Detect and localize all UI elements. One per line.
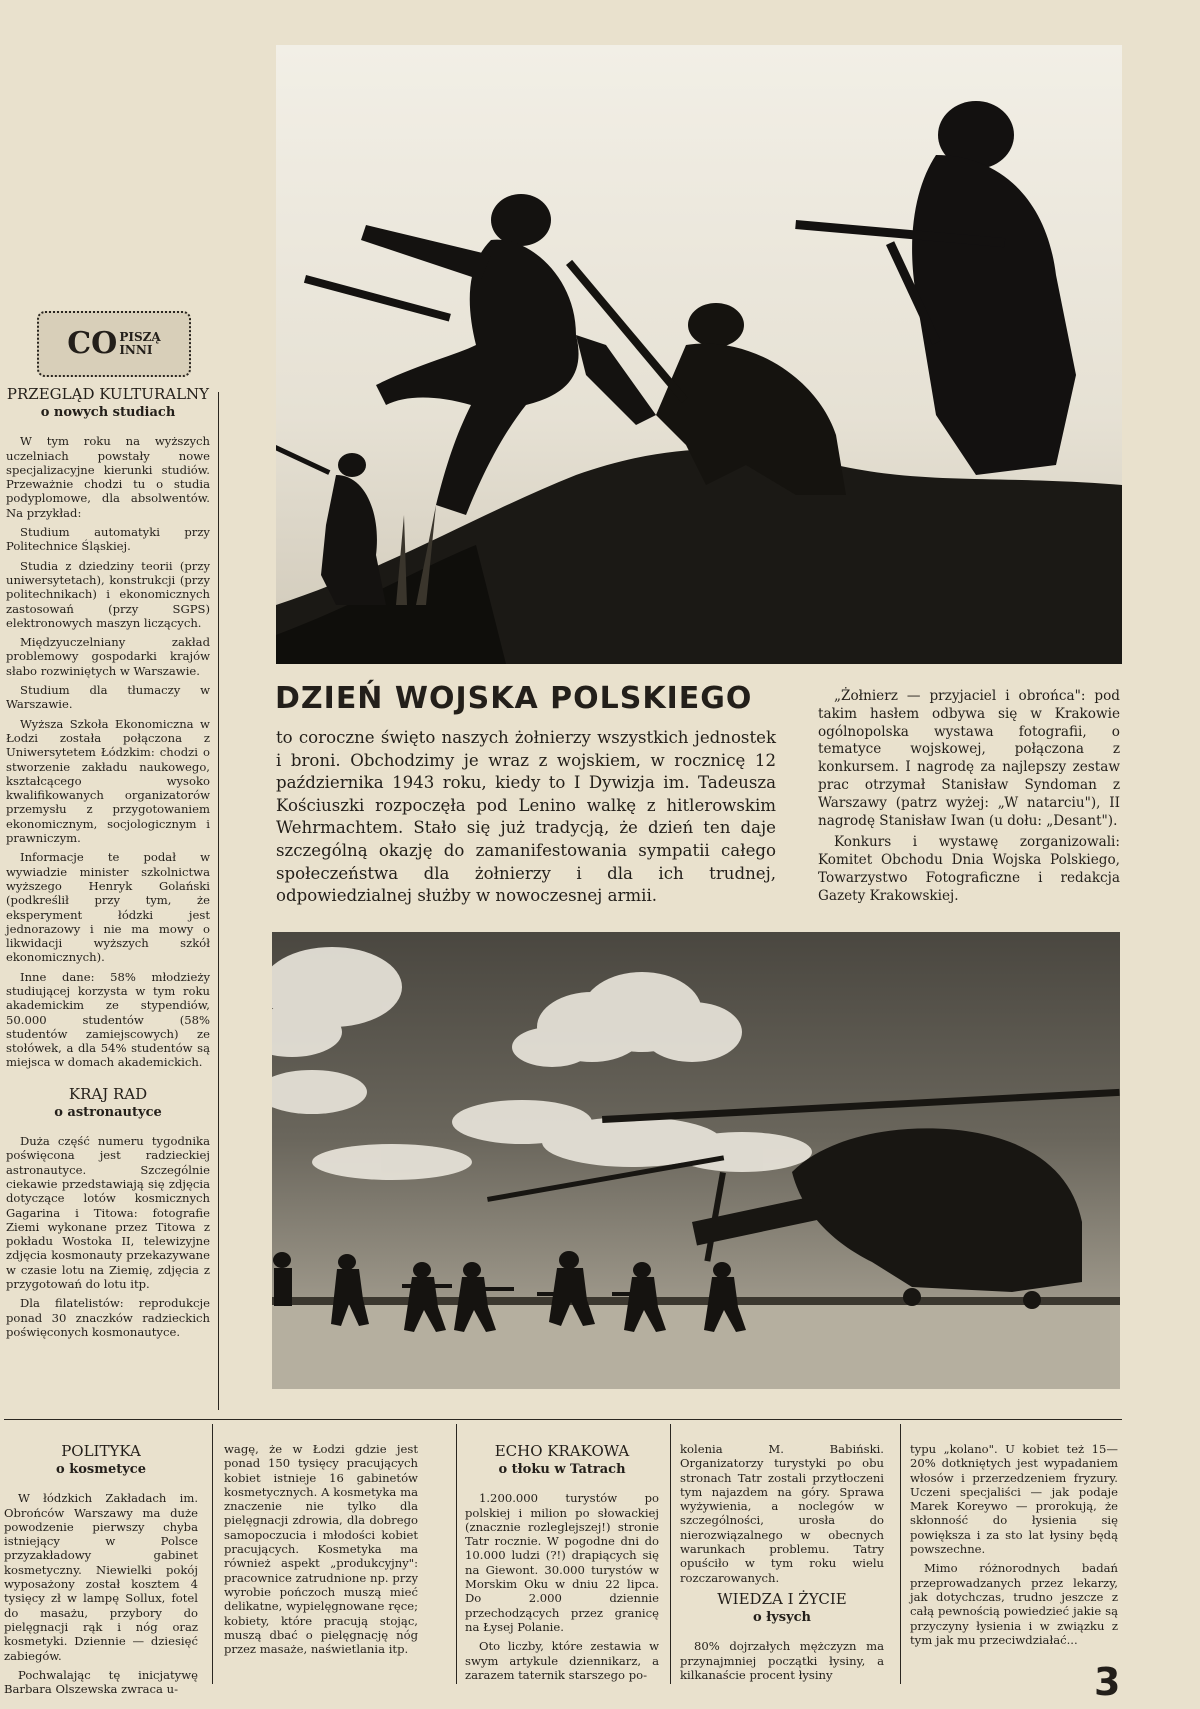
paragraph: Studium dla tłumaczy w Warszawie. [6, 683, 210, 712]
column-divider [218, 392, 219, 1410]
column-divider [212, 1424, 213, 1684]
paragraph: Informacje te podał w wywiadzie minister szkolnictwa wyższego Henryk Golański (podkreślił przy tym, że eksperyment łódzki jest jednorazowy i nie ma mowy o likwidacji wyższych szkół ekonomicznych). [6, 850, 210, 965]
section-heading-przeglad: PRZEGLĄD KULTURALNY [6, 385, 210, 403]
logo-inni: INNI [119, 343, 153, 357]
paragraph: Duża część numeru tygodnika poświęcona jest radzieckiej astronautyce. Szczególnie ciekawie przedstawiają się zdjęcia dotyczące lotów kosmicznych Gagarina i Titowa: fotografie Ziemi wykonane przez Titowa z pokładu Wostoka II, telewizyjne zdjęcia kosmonauty przekazywane w czasie lotu na Ziemię, zdjęcia z przygotowań do lotu itp. [6, 1134, 210, 1292]
bottom-column-1 [4, 1442, 198, 1701]
section-heading-polityka: POLITYKA [61, 1442, 141, 1460]
column-divider [456, 1424, 457, 1684]
paragraph: W tym roku na wyższych uczelniach powstały nowe specjalizacyjne kierunki studiów. Przeważnie chodzi tu o studia podyplomowe, dla absolwentów. Na przykład: [6, 434, 210, 520]
co-pisza-inni-logo [37, 311, 191, 377]
sidebar-paragraph: Konkurs i wystawę zorganizowali: Komitet Obchodu Dnia Wojska Polskiego, Towarzystwo Fotograficzne i redakcja Gazety Krakowskiej. [818, 834, 1120, 904]
feature-title: DZIEŃ WOJSKA POLSKIEGO [275, 681, 753, 716]
paragraph: Oto liczby, które zestawia w swym artykule dziennikarz, a zarazem taternik starszego po- [465, 1639, 659, 1682]
section-heading-echo-krakowa: ECHO KRAKOWA [494, 1442, 630, 1460]
left-column [6, 385, 210, 1344]
paragraph: Pochwalając tę inicjatywę Barbara Olszewska zwraca u- [4, 1667, 198, 1697]
bottom-column-4 [680, 1442, 884, 1687]
paragraph: typu „kolano". U kobiet też 15—20% dotkniętych jest wypadaniem włosów i przerzedzeniem fryzury. Uczeni specjaliści — jak podaje Marek Koreywo — prorokują, że skłonność do łysienia się powiększa i za sto lat łysiny będą powszechne. [910, 1442, 1118, 1557]
sidebar-paragraph: „Żołnierz — przyjaciel i obrońca": pod takim hasłem odbywa się w Krakowie ogólnopolska wystawa fotografii, o tematyce wojskowej, połączona z konkursem. I nagrodę za najlepszy zestaw prac otrzymał Stanisław Syndoman z Warszawy (patrz wyżej: „W natarciu"), II nagrodę Stanisław Iwan (u dołu: „Desant"). [818, 688, 1120, 829]
page-number: 3 [1094, 1660, 1121, 1704]
section-divider [4, 1419, 1122, 1420]
paragraph: Międzyuczelniany zakład problemowy gospodarki krajów słabo rozwiniętych w Warszawie. [6, 635, 210, 678]
feature-lead: to coroczne święto naszych żołnierzy wszystkich jednostek i broni. Obchodzimy je wraz z wojskiem, w rocznicę 12 października 1943 roku, kiedy to I Dywizja im. Tadeusza Kościuszki rozpoczęła pod Lenino walkę z hitlerowskim Wehrmachtem. Stało się już tradycją, że dzień ten daje szczególną okazję do zamanifestowania sympatii całego społeczeństwa dla żołnierzy i dla ich trudnej, odpowiedzialnej służby w nowoczesnej armii. [276, 728, 776, 906]
column-divider [670, 1424, 671, 1684]
feature-sidebar [818, 688, 1120, 910]
paragraph: wagę, że w Łodzi gdzie jest ponad 150 tysięcy pracujących kobiet istnieje 16 gabinetów kosmetycznych. A kosmetyka ma znaczenie nie tylko dla pielęgnacji zdrowia, dla dobrego samopoczucia i młodości kobiet pracujących. Kosmetyka ma również aspekt „produkcyjny": pracownice zatrudnione np. przy wyrobie pończoch muszą mieć delikatne, wypielęgnowane ręce; kobiety, które pracują stojąc, muszą dbać o pielęgnację nóg przez masaże, naświetlania itp. [224, 1442, 418, 1657]
paragraph: Mimo różnorodnych badań przeprowadzanych przez lekarzy, jak dotychczas, trudno jeszcze z całą pewnością powiedzieć jakie są przyczyny łysienia i w związku z tym jak mu przeciwdziałać... [910, 1561, 1118, 1647]
section-subheading-kosmetyka: o kosmetyce [56, 1462, 146, 1477]
photo-helicopter-desant [272, 932, 1120, 1389]
logo-pisza: PISZĄ [119, 330, 161, 344]
bottom-column-2 [224, 1442, 418, 1661]
section-heading-wiedza-i-zycie: WIEDZA I ŻYCIE [717, 1589, 847, 1608]
photo-soldiers-charging [276, 45, 1122, 664]
section-heading-kraj-rad: KRAJ RAD [68, 1084, 148, 1103]
section-subheading-studia: o nowych studiach [40, 405, 176, 420]
paragraph: Inne dane: 58% młodzieży studiującej korzysta w tym roku akademickim ze stypendiów, 50.000 studentów (58% studentów zamiejscowych) ze stołówek, a dla 54% studentów są miejsca w domach akademickich. [6, 969, 210, 1070]
logo-co: CO [67, 326, 118, 361]
paragraph: kolenia M. Babiński. Organizatorzy turystyki po obu stronach Tatr zostali przytłoczeni tym najazdem na góry. Sprawa wyżywienia, a noclegów w szczególności, urosła do nierozwiązalnego w obecnych warunkach problemu. Tatry opuściło w tym roku wielu rozczarowanych. [680, 1442, 884, 1585]
section-subheading-lysi: o łysych [753, 1609, 811, 1625]
paragraph: Dla filatelistów: reprodukcje ponad 30 znaczków radzieckich poświęconych kosmonautyce. [6, 1296, 210, 1339]
paragraph: Studium automatyki przy Politechnice Śląskiej. [6, 525, 210, 554]
paragraph: Studia z dziedziny teorii (przy uniwersytetach), konstrukcji (przy politechnikach) i ekonomicznych zastosowań (przy SGPS) elektronowych maszyn liczących. [6, 558, 210, 630]
section-subheading-tatry: o tłoku w Tatrach [498, 1462, 626, 1477]
bottom-column-5 [910, 1442, 1118, 1652]
section-subheading-astronautyka: o astronautyce [54, 1104, 162, 1120]
bottom-column-3 [465, 1442, 659, 1687]
paragraph: 80% dojrzałych mężczyzn ma przynajmniej początki łysiny, a kilkanaście procent łysiny [680, 1639, 884, 1682]
paragraph: W łódzkich Zakładach im. Obrońców Warszawy ma duże powodzenie pierwszy chyba istniejący w Polsce przyzakładowy gabinet kosmetyczny. Niewielki pokój wyposażony został kosztem 4 tysięcy zł w lampę Sollux, fotel do masażu, przybory do pielęgnacji rąk i nóg oraz kosmetyki. Dziennie — dziesięć zabiegów. [4, 1491, 198, 1663]
paragraph: Wyższa Szkoła Ekonomiczna w Łodzi została połączona z Uniwersytetem Łódzkim: chodzi o stworzenie zakładu naukowego, kształcącego wysoko kwalifikowanych organizatorów przemysłu z przygotowaniem ekonomicznym, socjologicznym i prawniczym. [6, 716, 210, 846]
paragraph: 1.200.000 turystów po polskiej i milion po słowackiej (znacznie rozleglejszej!) stronie Tatr rocznie. W pogodne dni do 10.000 ludzi (?!) drapiących się na Giewont. 30.000 turystów w Morskim Oku w dniu 22 lipca. Do 2.000 dziennie przechodzących przez granicę na Łysej Polanie. [465, 1491, 659, 1634]
column-divider [900, 1424, 901, 1684]
